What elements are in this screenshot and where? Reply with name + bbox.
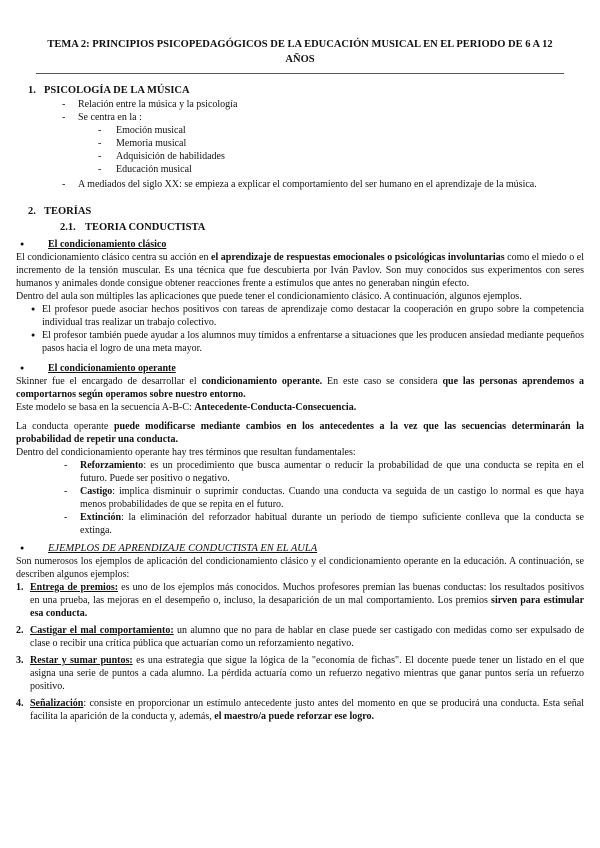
list-item: - Memoria musical	[16, 137, 584, 150]
list-item: - Relación entre la música y la psicología	[16, 98, 584, 111]
heading-condicionamiento-clasico: ● El condicionamiento clásico	[16, 238, 584, 251]
operante-terms-list	[16, 459, 584, 537]
term-castigo: - Castigo: implica disminuir o suprimir conductas. Cuando una conducta va seguida de un castigo lo normal es que haya menos probabilidades de que se repita en el futuro.	[16, 485, 584, 511]
document-page	[16, 0, 584, 727]
list-item: - Emoción musical	[16, 124, 584, 137]
psicologia-last-item: - A mediados del siglo XX: se empieza a explicar el comportamiento del ser humano en el aprendizaje de la música.	[62, 179, 537, 190]
term-extincion: - Extinción: la eliminación del reforzador habitual durante un periodo de tiempo suficiente conlleva que la conducta se extinga.	[16, 511, 584, 537]
operante-paragraph-4: Dentro del condicionamiento operante hay tres términos que resultan fundamentales:	[16, 447, 356, 458]
heading-condicionamiento-operante: ● El condicionamiento operante	[16, 362, 584, 375]
title-divider	[36, 73, 564, 74]
heading-ejemplos: ● EJEMPLOS DE APRENDIZAJE CONDUCTISTA EN EL AULA	[16, 542, 584, 555]
list-item: ● El profesor también puede ayudar a los alumnos muy tímidos a enfrentarse a situaciones que les producen ansiedad mediante pequeños pasos hacia el logro de una meta mayor.	[16, 329, 584, 355]
ejemplos-intro: Son numerosos los ejemplos de aplicación del condicionamiento clásico y el condicionamiento operante en la educación. A continuación, se describen algunos ejemplos:	[16, 556, 584, 580]
clasico-examples-list	[16, 303, 584, 355]
operante-paragraph-2: Este modelo se basa en la secuencia A-B-C: Antecedente-Conducta-Consecuencia.	[16, 402, 357, 413]
list-item: ● El profesor puede asociar hechos positivos con tareas de aprendizaje como destacar la cooperación en grupo sobre la competencia individual tras realizar un trabajo colectivo.	[16, 303, 584, 329]
section-heading-teorias: 2. TEORÍAS	[28, 206, 92, 217]
clasico-paragraph: El condicionamiento clásico centra su acción en el aprendizaje de respuestas emocionales o psicológicas involuntarias como el miedo o el incremento de la tensión muscular. Es una técnica que fue descubierta por Iván Pavlov. Son muy conocidos sus experimentos con seres humanos y animales donde consigue obtener reacciones frente a estímulos que antes no generaban ningún efecto.	[16, 252, 584, 289]
list-item: - Adquisición de habilidades	[16, 150, 584, 163]
ejemplo-item: 3. Restar y sumar puntos: es una estrategia que sigue la lógica de la "economía de fichas". El docente puede tener un listado en el que asigna una serie de puntos a cada alumno. La pérdida actuaría como un refuerzo negativo mientras que ganar puntos sería un refuerzo positivo.	[16, 655, 585, 692]
section-heading-psicologia: 1. PSICOLOGÍA DE LA MÚSICA	[28, 85, 190, 96]
list-item: - Se centra en la :	[16, 111, 584, 124]
ejemplos-list	[16, 581, 584, 723]
ejemplo-item: 1. Entrega de premios: es uno de los ejemplos más conocidos. Muchos profesores premian las buenas conductas: los resultados positivos en una prueba, las mejoras en el desempeño o, incluso, la desaparición de un mal comportamiento. Los premios sirven para estimular esa conducta.	[16, 582, 585, 619]
operante-paragraph-1: Skinner fue el encargado de desarrollar el condicionamiento operante. En este caso se considera que las personas aprendemos a comportarnos según operamos sobre nuestro entorno.	[16, 376, 584, 400]
psicologia-sublist	[16, 124, 584, 176]
psicologia-list	[16, 98, 584, 124]
document-title: TEMA 2: PRINCIPIOS PSICOPEDAGÓGICOS DE LA EDUCACIÓN MUSICAL EN EL PERIODO DE 6 A 12 AÑOS	[47, 39, 553, 65]
term-reforzamiento: - Reforzamiento: es un procedimiento que busca aumentar o reducir la probabilidad de que una conducta se repita en el futuro. Puede ser positivo o negativo.	[16, 459, 584, 485]
ejemplo-item: 2. Castigar el mal comportamiento: un alumno que no para de hablar en clase puede ser castigado con medidas como ser expulsado de clase o recibir una crítica pública que actuarían como un reforzamiento negativo.	[16, 625, 585, 649]
ejemplo-item: 4. Señalización: consiste en proporcionar un estímulo antecedente justo antes del momento en que se producirá una conducta. Esta señal facilita la aparición de la conducta y, además, el maestro/a puede reforzar ese logro.	[16, 698, 584, 722]
operante-paragraph-3: La conducta operante puede modificarse mediante cambios en los antecedentes a la vez que las secuencias determinarán la probabilidad de repetir una conducta.	[16, 421, 584, 445]
subsection-heading-conductista: 2.1. TEORIA CONDUCTISTA	[60, 222, 206, 233]
list-item: - Educación musical	[16, 163, 584, 176]
clasico-examples-intro: Dentro del aula son múltiples las aplicaciones que puede tener el condicionamiento clásico. A continuación, algunos ejemplos.	[16, 291, 522, 302]
